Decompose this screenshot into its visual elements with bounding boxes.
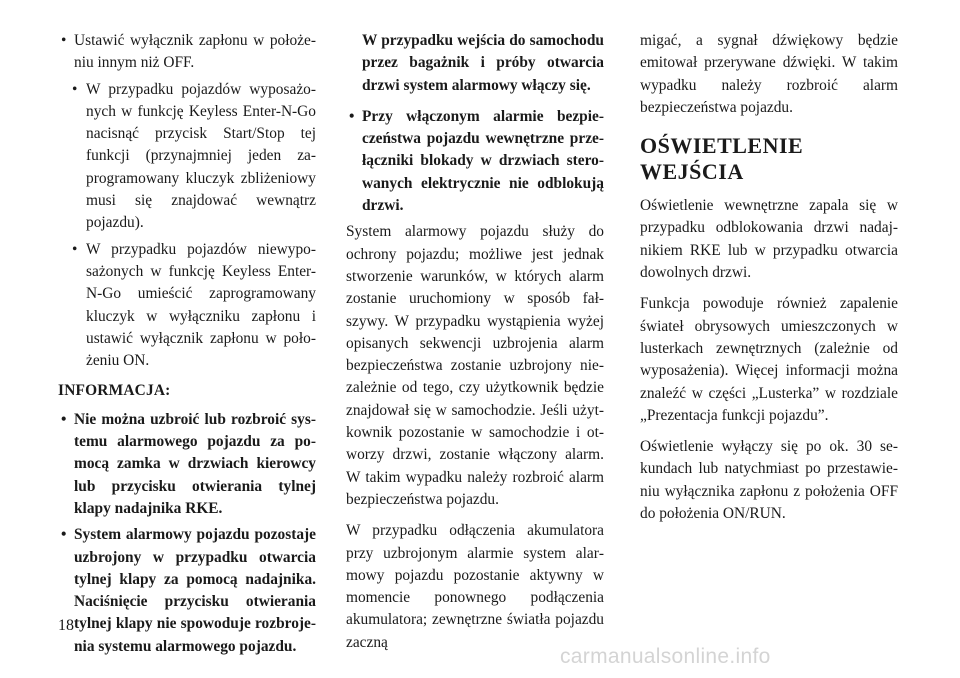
info-bullet-2-text: System alarmowy pojazdu pozostaje uzbrojony w przypadku otwarcia tylnej klapy za pomocą nadajnika. Naciśnięcie przycisku otwierania tylnej klapy nie spowoduje rozbrojenia systemu alarmowego pojazdu.	[74, 526, 316, 655]
bullet-dot: •	[72, 240, 78, 258]
info-bullet-1	[58, 409, 316, 520]
paragraph-continued: migać, a sygnał dźwiękowy będzie emitował przerywane dźwięki. W takim wypadku należy rozbroić alarm bezpieczeństwa pojazdu.	[640, 32, 898, 116]
sub-bullet-keyless	[58, 79, 316, 235]
watermark: carmanualsonline.info	[560, 645, 771, 668]
bullet-locks	[346, 106, 604, 217]
sub-bullet-no-keyless	[58, 239, 316, 373]
bullet-dot: •	[72, 80, 78, 98]
sub-bullet-no-keyless-text: W przypadku pojazdów niewyposażonych w funkcję Keyless Enter-N-Go umieścić zaprogramowany kluczyk w wyłączniku zapłonu i ustawić wyłącznik zapłonu w położeniu ON.	[86, 240, 316, 370]
bullet-dot: •	[61, 410, 67, 428]
info-bullet-2	[58, 524, 316, 658]
column-left	[58, 30, 316, 662]
paragraph-battery: W przypadku odłączenia akumulatora przy uzbrojonym alarmie system alarmowy pojazdu pozostanie aktywny w momencie ponownego podłączenia akumulatora; zewnętrzne światła pojazdu zaczną	[346, 522, 604, 651]
section-heading: OŚWIETLENIE WEJŚCIA	[640, 133, 804, 185]
column-middle	[346, 30, 604, 663]
info-bullet-1-text: Nie można uzbroić lub rozbroić systemu alarmowego pojazdu za pomocą zamka w drzwiach kierowcy lub przycisku otwierania tylnej klapy nadajnika RKE.	[74, 410, 316, 517]
info-heading: INFORMACJA:	[58, 382, 171, 400]
paragraph-interior-light: Oświetlenie wewnętrzne zapala się w przypadku odblokowania drzwi nadajnikiem RKE lub w przypadku otwarcia dowolnych drzwi.	[640, 197, 898, 282]
bullet-ignition	[58, 30, 316, 75]
paragraph-alarm-system: System alarmowy pojazdu służy do ochrony pojazdu; możliwe jest jednak stworzenie warunków, w których alarm zostanie uruchomiony w sposób fałszywy. W przypadku wystąpienia wyżej opisanych sekwencji uzbrojenia alarm bezpieczeństwa zostanie uzbrojony niezależnie od tego, czy użytkownik będzie znajdował się w samochodzie. Jeśli użytkownik pozostanie w samochodzie i otworzy drzwi, zostanie włączony alarm. W takim wypadku należy rozbroić alarm bezpieczeństwa pojazdu.	[346, 223, 604, 508]
bullet-ignition-text: Ustawić wyłącznik zapłonu w położeniu innym niż OFF.	[74, 32, 316, 72]
paragraph-light-off: Oświetlenie wyłączy się po ok. 30 sekundach lub natychmiast po przestawieniu wyłącznika zapłonu z położenia OFF do położenia ON/RUN.	[640, 438, 898, 523]
bullet-dot: •	[61, 526, 67, 544]
sub-bullet-keyless-text: W przypadku pojazdów wyposażonych w funkcję Keyless Enter-N-Go nacisnąć przycisk Start/Stop tej funkcji (przynajmniej jeden zaprogramowany kluczyk zbliżeniowy musi się znajdować wewnątrz pojazdu).	[86, 80, 316, 232]
page-number: 18	[58, 617, 74, 634]
bullet-locks-text: Przy włączonym alarmie bezpieczeństwa pojazdu wewnętrzne przełączniki blokady w drzwiach sterowanych elektrycznie nie odblokują drzwi.	[362, 107, 604, 215]
paragraph-mirror-lights: Funkcja powoduje również zapalenie świateł obrysowych umieszczonych w lusterkach zewnętrznych (zależnie od wyposażenia). Więcej informacji można znaleźć w części „Lusterka” w rozdziale „Prezentacja funkcji pojazdu”.	[640, 295, 898, 424]
continuation-bold: W przypadku wejścia do samochodu przez bagażnik i próby otwarcia drzwi system alarmowy włączy się.	[362, 32, 604, 94]
bullet-dot: •	[349, 107, 355, 125]
column-right	[640, 30, 898, 534]
bullet-dot: •	[61, 32, 67, 49]
